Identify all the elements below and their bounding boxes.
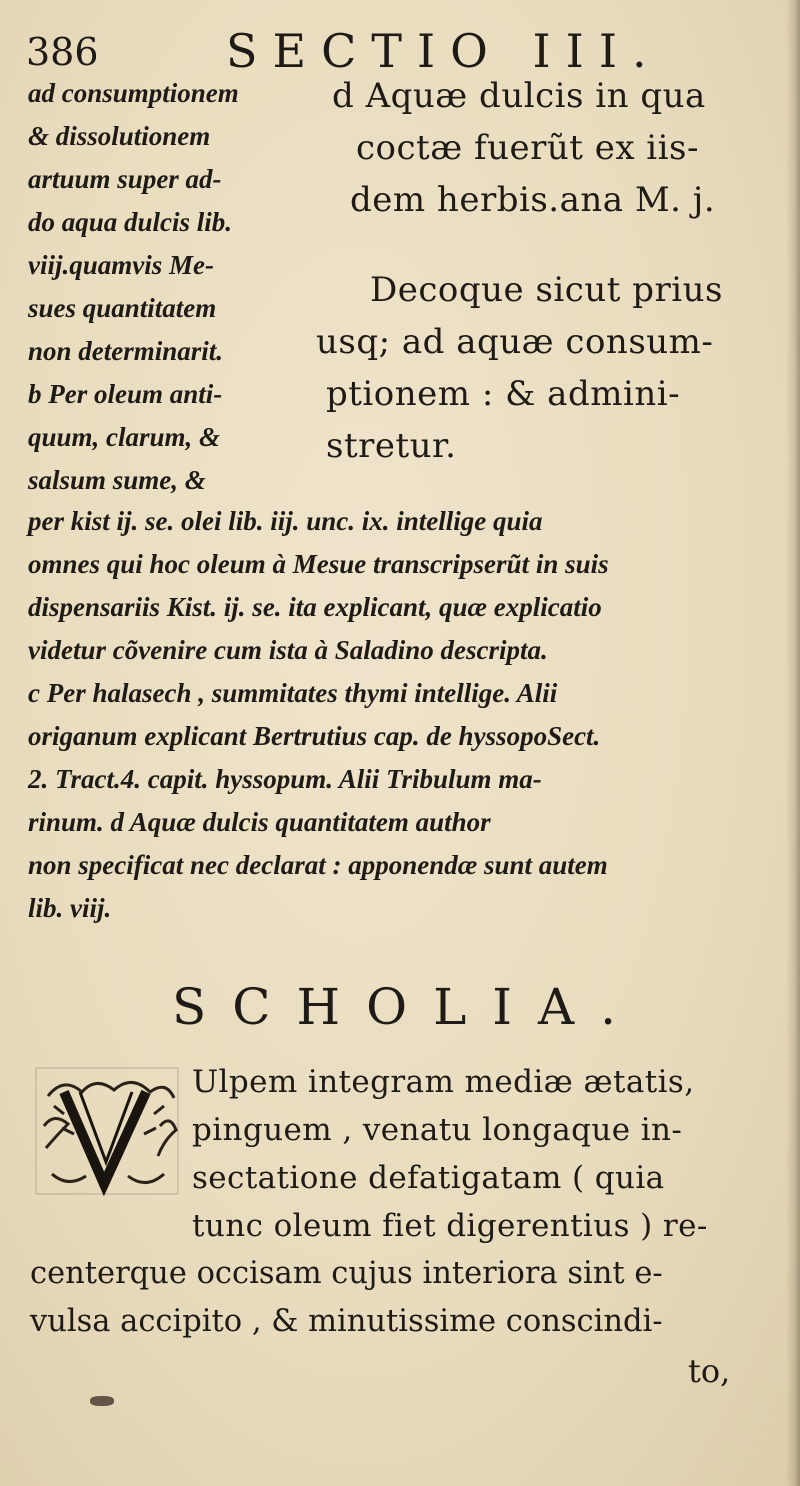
annotation-line: non specificat nec declarat : apponendæ sunt autem bbox=[28, 850, 608, 880]
main-text-line: dem herbis.ana M. j. bbox=[350, 180, 716, 220]
side-note-line: artuum super ad- bbox=[28, 164, 222, 194]
annotation-line: rinum. d Aquæ dulcis quantitatem author bbox=[28, 807, 491, 837]
svg-text:V: V bbox=[107, 1164, 108, 1165]
scholia-text-line: sectatione defatigatam ( quia bbox=[192, 1160, 665, 1196]
main-text-line: usq; ad aquæ consum- bbox=[316, 322, 714, 362]
annotation-line: c Per halasech , summitates thymi intellige. Alii bbox=[28, 678, 558, 708]
side-note-line: quum, clarum, & bbox=[28, 422, 221, 452]
side-note-line: & dissolutionem bbox=[28, 121, 211, 151]
main-text-line: d Aquæ dulcis in qua bbox=[332, 76, 706, 116]
annotation-line: videtur cõvenire cum ista à Saladino descripta. bbox=[28, 635, 548, 665]
annotation-line: lib. viij. bbox=[28, 893, 112, 923]
side-note-line: viij.quamvis Me- bbox=[28, 250, 214, 280]
scholia-heading: SCHOLIA. bbox=[172, 978, 643, 1036]
scholia-text-line: Ulpem integram mediæ ætatis, bbox=[192, 1064, 695, 1100]
decorated-initial-v-icon bbox=[34, 1066, 180, 1196]
main-text-line: ptionem : & admini- bbox=[326, 374, 681, 414]
scholia-text-line: vulsa accipito , & minutissime conscindi- bbox=[30, 1304, 663, 1339]
scholia-text-line: centerque occisam cujus interiora sint e- bbox=[30, 1256, 663, 1291]
side-note-line: non determinarit. bbox=[28, 336, 224, 366]
annotation-line: per kist ij. se. olei lib. iij. unc. ix. intellige quia bbox=[28, 506, 543, 536]
catchword: to, bbox=[688, 1352, 731, 1390]
side-note-line: sues quantitatem bbox=[28, 293, 217, 323]
scholia-text-line: pinguem , venatu longaque in- bbox=[192, 1112, 683, 1148]
page-number: 386 bbox=[26, 30, 99, 74]
section-heading: SECTIO III. bbox=[226, 24, 662, 78]
main-text-line: Decoque sicut prius bbox=[370, 270, 723, 310]
scholia-text-line: tunc oleum fiet digerentius ) re- bbox=[192, 1208, 708, 1244]
page-edge-shadow bbox=[786, 0, 800, 1486]
side-note-line: ad consumptionem bbox=[28, 78, 239, 108]
main-text-line: stretur. bbox=[326, 426, 457, 466]
annotation-line: omnes qui hoc oleum à Mesue transcripserũt in suis bbox=[28, 549, 609, 579]
annotation-line: dispensariis Kist. ij. se. ita explicant, quæ explicatio bbox=[28, 592, 602, 622]
ink-smudge bbox=[90, 1396, 114, 1406]
main-text-line: coctæ fuerũt ex iis- bbox=[356, 128, 699, 168]
side-note-line: salsum sume, & bbox=[28, 465, 206, 495]
annotation-line: origanum explicant Bertrutius cap. de hyssopoSect. bbox=[28, 721, 601, 751]
side-note-line: b Per oleum anti- bbox=[28, 379, 223, 409]
annotation-line: 2. Tract.4. capit. hyssopum. Alii Tribulum ma- bbox=[28, 764, 542, 794]
side-note-line: do aqua dulcis lib. bbox=[28, 207, 233, 237]
